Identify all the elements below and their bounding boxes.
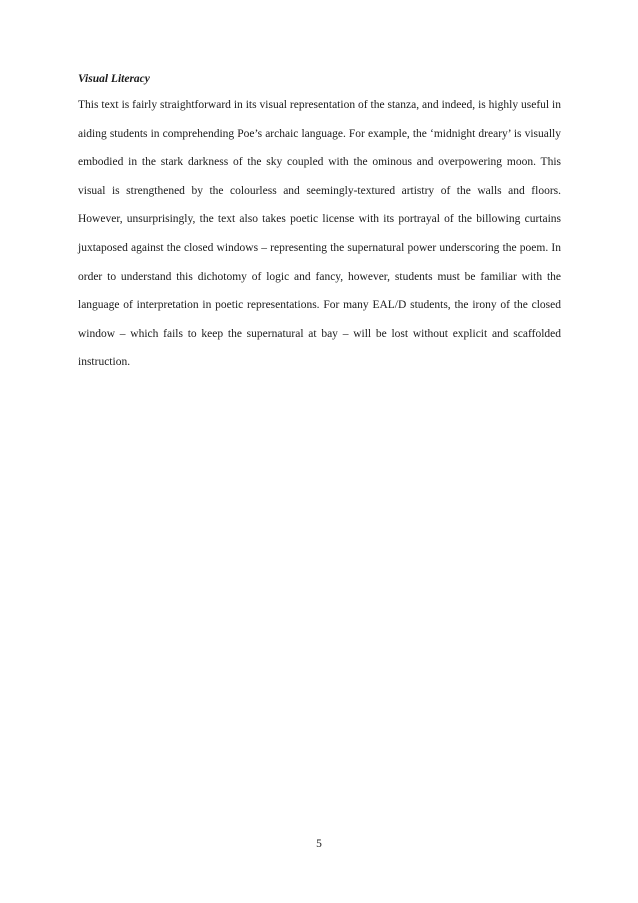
- body-paragraph: This text is fairly straightforward in its visual representation of the stanza, and indeed, is highly useful in aiding students in comprehending Poe’s archaic language. For example, the ‘midnight dreary’ is visually embodied in the stark darkness of the sky coupled with the ominous and overpowering moon. This visual is strengthened by the colourless and seemingly-textured artistry of the walls and floors. However, unsurprisingly, the text also takes poetic license with its portrayal of the billowing curtains juxtaposed against the closed windows – representing the supernatural power underscoring the poem. In order to understand this dichotomy of logic and fancy, however, students must be familiar with the language of interpretation in poetic representations. For many EAL/D students, the irony of the closed window – which fails to keep the supernatural at bay – will be lost without explicit and scaffolded instruction.: [78, 99, 561, 369]
- section-heading: Visual Literacy: [78, 73, 150, 85]
- page-number: 5: [316, 838, 322, 850]
